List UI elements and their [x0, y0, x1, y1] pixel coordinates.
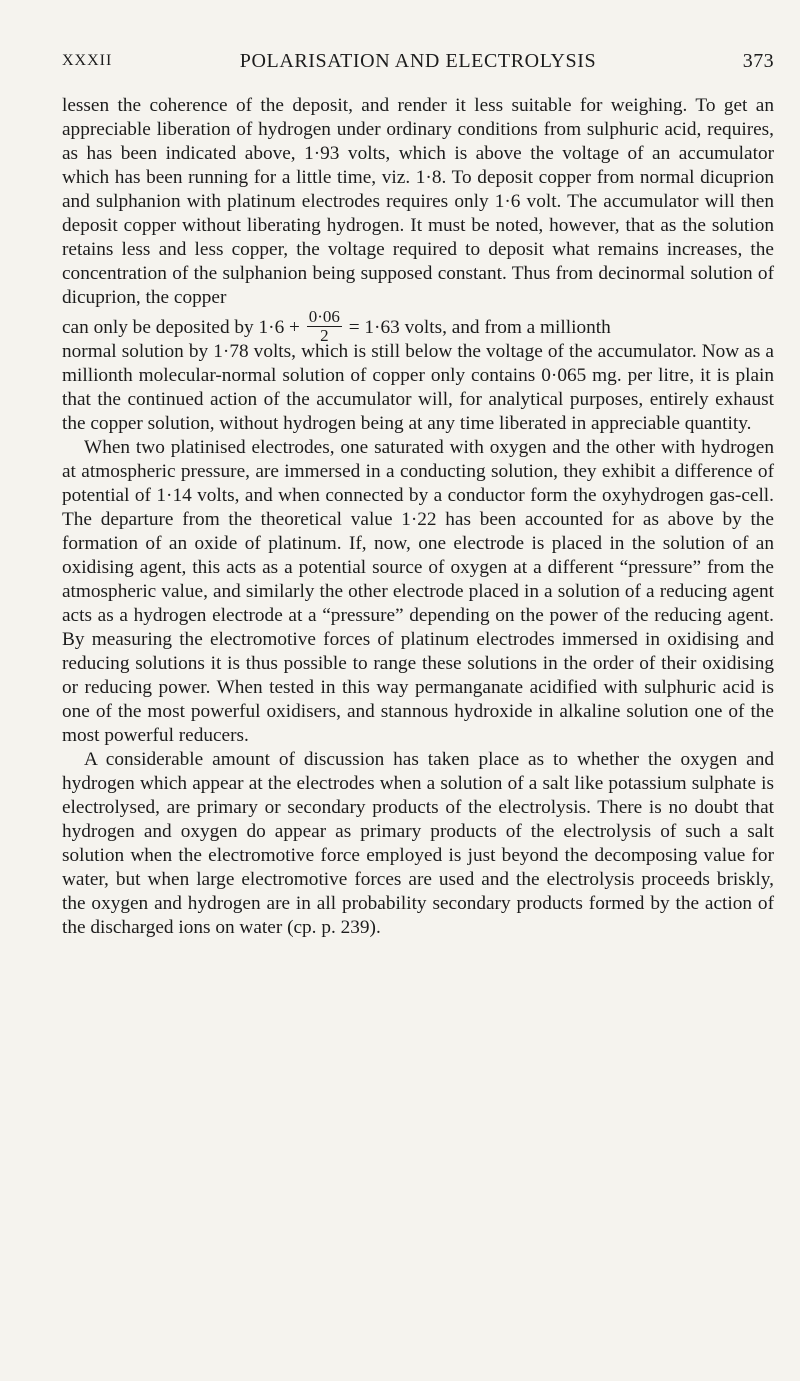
fraction-denominator: 2	[320, 326, 329, 345]
paragraph-2: When two platinised electrodes, one saturated with oxygen and the other with hydrogen at atmospheric pressure, are immersed in a conducting solution, they exhibit a difference of potential of 1·14 volts, and when connected by a conductor form the oxyhydrogen gas-cell. The departure from the theoretical value 1·22 has been accounted for as above by the formation of an oxide of platinum. If, now, one electrode is placed in the solution of an oxidising agent, this acts as a potential source of oxygen at a different “pressure” from the atmospheric value, and similarly the other electrode placed in a solution of a reducing agent acts as a hydrogen electrode at a “pressure” depending on the power of the reducing agent. By measuring the electromotive forces of platinum electrodes immersed in oxidising and reducing solutions it is thus possible to range these solutions in the order of their oxidising or reducing power. When tested in this way permanganate acidified with sulphuric acid is one of the most powerful oxidisers, and stannous hydroxide in alkaline solution one of the most powerful reducers.	[62, 437, 774, 746]
equation-trail-text: = 1·63 volts, and from a millionth	[343, 316, 611, 338]
equation-lead-text: can only be deposited by 1·6 +	[62, 316, 305, 338]
fraction	[307, 308, 342, 345]
paragraph-1-part-b: normal solution by 1·78 volts, which is still below the voltage of the accumulator. Now as a millionth molecular-normal solution of copper only contains 0·065 mg. per litre, it is plain that the continued action of the accumulator will, for analytical purposes, entirely exhaust the copper solution, without hydrogen being at any time liberated in appreciable quantity.	[62, 341, 774, 434]
equation-line	[62, 307, 774, 345]
body-text	[62, 94, 774, 940]
running-title: POLARISATION AND ELECTROLYSIS	[239, 50, 597, 72]
fraction-numerator: 0·06	[308, 307, 340, 326]
chapter-number: XXXII	[62, 52, 113, 69]
running-head	[62, 50, 774, 76]
paragraph-1-part-a: lessen the coherence of the deposit, and render it less suitable for weighing. To get an appreciable liberation of hydrogen under ordinary conditions from sulphuric acid, requires, as has been indicated above, 1·93 volts, which is above the voltage of an accumulator which has been running for a little time, viz. 1·8. To deposit copper from normal dicuprion and sulphanion with platinum electrodes requires only 1·6 volt. The accumulator will then deposit copper without liberating hydrogen. It must be noted, however, that as the solution retains less and less copper, the voltage required to deposit what remains increases, the concentration of the sulphanion being supposed constant. Thus from decinormal solution of dicuprion, the copper	[62, 95, 774, 308]
paragraph-3: A considerable amount of discussion has taken place as to whether the oxygen and hydrogen which appear at the electrodes when a solution of a salt like potassium sulphate is electrolysed, are primary or secondary products of the electrolysis. There is no doubt that hydrogen and oxygen do appear as primary products of the electrolysis of such a salt solution when the electromotive force employed is just beyond the decomposing value for water, but when large electromotive forces are used and the electrolysis proceeds briskly, the oxygen and hydrogen are in all probability secondary products formed by the action of the discharged ions on water (cp. p. 239).	[62, 749, 774, 938]
page-number: 373	[742, 50, 774, 72]
